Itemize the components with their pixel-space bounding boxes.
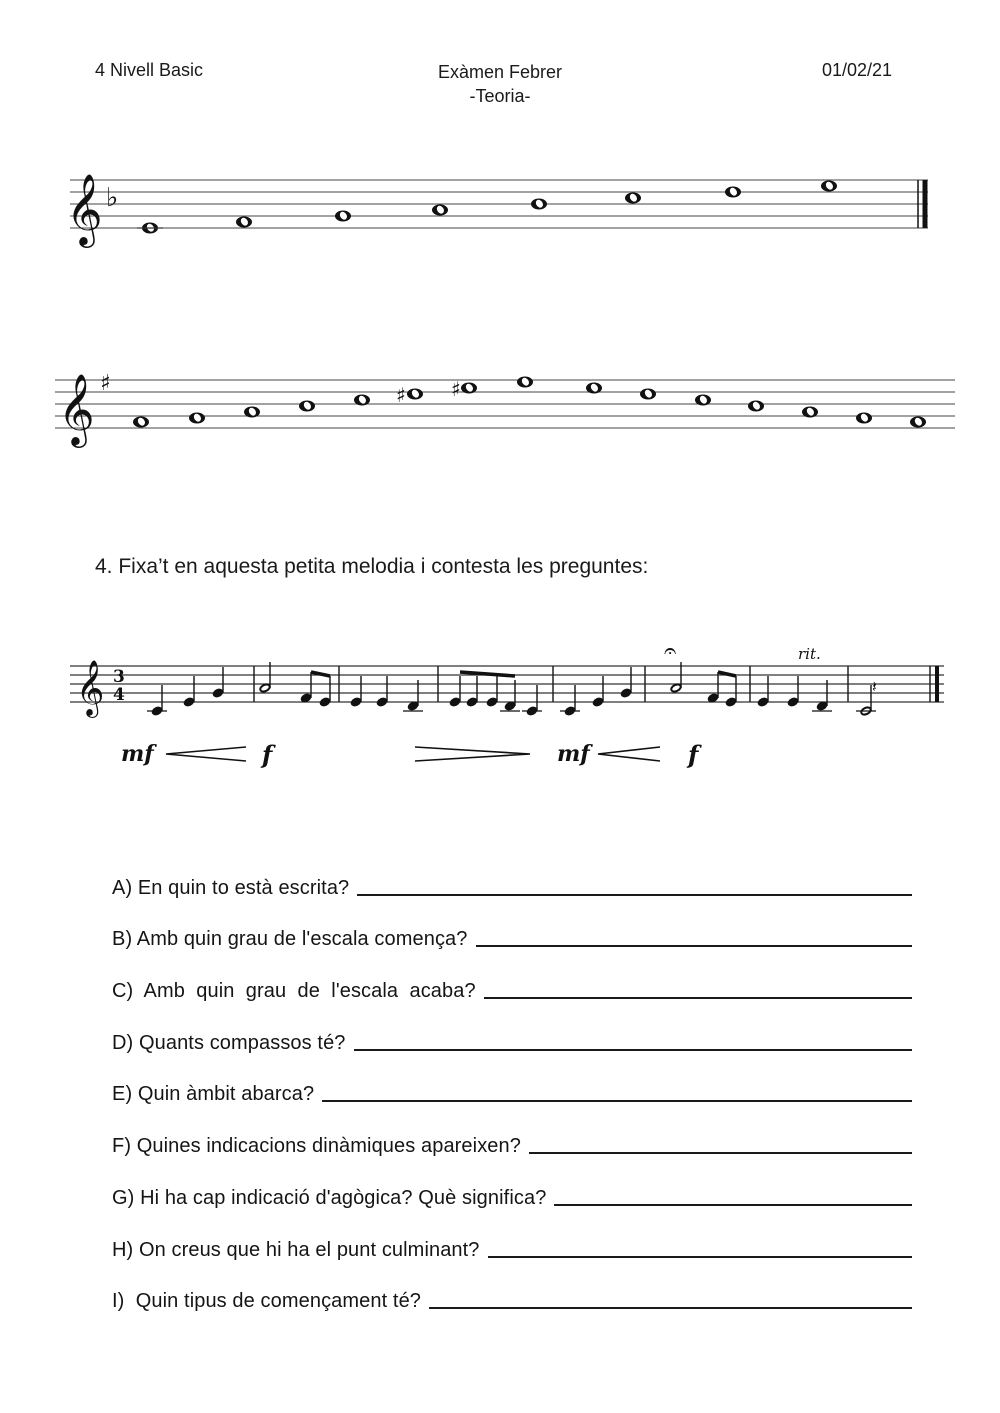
whole-note [625, 192, 641, 203]
answer-line[interactable] [322, 1099, 912, 1102]
answer-line[interactable] [554, 1203, 912, 1206]
melody-notes [147, 662, 876, 717]
quarter-note [560, 685, 580, 717]
whole-note [748, 400, 764, 411]
eighth-note [465, 676, 478, 708]
whole-note [133, 416, 149, 427]
flat-icon: ♭ [106, 183, 119, 213]
quarter-note [375, 676, 388, 708]
tempo-mark: rit. [798, 645, 821, 663]
question-label: G) Hi ha cap indicació d'agògica? Què significa? [112, 1186, 547, 1209]
dynamic-mark: mf [121, 741, 154, 767]
answer-line[interactable] [484, 996, 912, 999]
whole-note [802, 406, 818, 417]
question-row [112, 1262, 912, 1314]
question-label: F) Quines indicacions dinàmiques apareixen? [112, 1135, 521, 1158]
questions-list [112, 848, 912, 1313]
question-row [112, 1003, 912, 1055]
dynamic-mark: f [262, 740, 273, 769]
quarter-note [147, 685, 167, 717]
header-title-block [400, 60, 600, 108]
whole-note [586, 382, 602, 393]
whole-note [299, 400, 315, 411]
eighth-note [485, 676, 498, 708]
answer-line[interactable] [357, 893, 912, 896]
quarter-note [812, 680, 832, 712]
eighth-note [448, 676, 461, 708]
whole-note [236, 216, 252, 227]
quarter-note [211, 667, 224, 699]
whole-note [821, 180, 837, 191]
answer-line[interactable] [529, 1151, 912, 1154]
question-label: I) Quin tipus de començament té? [112, 1290, 422, 1313]
quarter-note [756, 676, 769, 708]
question-row [112, 1158, 912, 1210]
question-label: A) En quin to està escrita? [112, 876, 350, 899]
answer-line[interactable] [354, 1048, 912, 1051]
question-row [112, 951, 912, 1003]
quarter-note [591, 676, 604, 708]
crescendo-hairpin [598, 747, 660, 761]
rest-icon: 𝄽 [872, 677, 877, 696]
scale-2-notes [133, 376, 926, 427]
whole-note [856, 412, 872, 423]
eighth-note [318, 676, 331, 708]
whole-note [640, 388, 656, 399]
question-label: B) Amb quin grau de l'escala comença? [112, 928, 468, 951]
header-title: Exàmen Febrer [437, 62, 563, 82]
question-row [112, 900, 912, 952]
crescendo-hairpin [166, 747, 246, 761]
whole-note [432, 204, 448, 215]
whole-note [244, 406, 260, 417]
melody-staff [0, 630, 1000, 790]
question-row [112, 1106, 912, 1158]
quarter-note [522, 685, 542, 717]
eighth-note [724, 676, 737, 708]
whole-note [137, 222, 163, 233]
time-signature-top: 3 [113, 667, 125, 687]
scale-1-notes [137, 180, 837, 233]
whole-note [910, 416, 926, 427]
header-level: 4 Nivell Basic [95, 60, 204, 80]
decrescendo-hairpin [415, 747, 530, 761]
question-row [112, 848, 912, 900]
whole-note [725, 186, 741, 197]
question-label: E) Quin àmbit abarca? [112, 1083, 315, 1106]
eighth-note [706, 672, 719, 704]
exercise-prompt: 4. Fixa’t en aquesta petita melodia i contesta les preguntes: [95, 555, 649, 578]
time-signature-bottom: 4 [113, 685, 125, 705]
eighth-note [299, 672, 312, 704]
quarter-note [403, 680, 423, 712]
whole-note [335, 210, 351, 221]
answer-line[interactable] [429, 1306, 912, 1309]
answer-line[interactable] [476, 944, 913, 947]
treble-clef-icon: 𝄞 [76, 660, 105, 716]
dynamic-mark: f [688, 740, 699, 769]
half-note [669, 662, 683, 694]
question-row [112, 1210, 912, 1262]
whole-note [531, 198, 547, 209]
sharp-icon: ♯ [396, 383, 406, 407]
question-label: C) Amb quin grau de l'escala acaba? [112, 980, 476, 1003]
treble-clef-icon: 𝄞 [58, 372, 95, 445]
whole-note [517, 376, 533, 387]
eighth-note [500, 680, 520, 712]
scale-1-staff [0, 150, 1000, 290]
question-label: H) On creus que hi ha el punt culminant? [112, 1238, 480, 1261]
whole-note [407, 388, 423, 399]
question-row [112, 1055, 912, 1107]
quarter-note [349, 676, 362, 708]
header-date: 01/02/21 [822, 60, 893, 80]
fermata-icon: 𝄐 [664, 639, 677, 664]
answer-line[interactable] [488, 1255, 912, 1258]
scale-2-staff [0, 340, 1000, 480]
sharp-icon: ♯ [451, 377, 461, 401]
question-label: D) Quants compassos té? [112, 1031, 346, 1054]
whole-note [461, 382, 477, 393]
sharp-icon: ♯ [100, 371, 111, 396]
quarter-note [619, 667, 632, 699]
dynamic-mark: mf [557, 741, 590, 767]
quarter-note [786, 676, 799, 708]
header-subtitle: -Teoria- [469, 86, 531, 106]
quarter-note [182, 676, 195, 708]
whole-note [354, 394, 370, 405]
treble-clef-icon: 𝄞 [66, 172, 103, 245]
half-note [258, 662, 272, 694]
whole-note [189, 412, 205, 423]
whole-note [695, 394, 711, 405]
